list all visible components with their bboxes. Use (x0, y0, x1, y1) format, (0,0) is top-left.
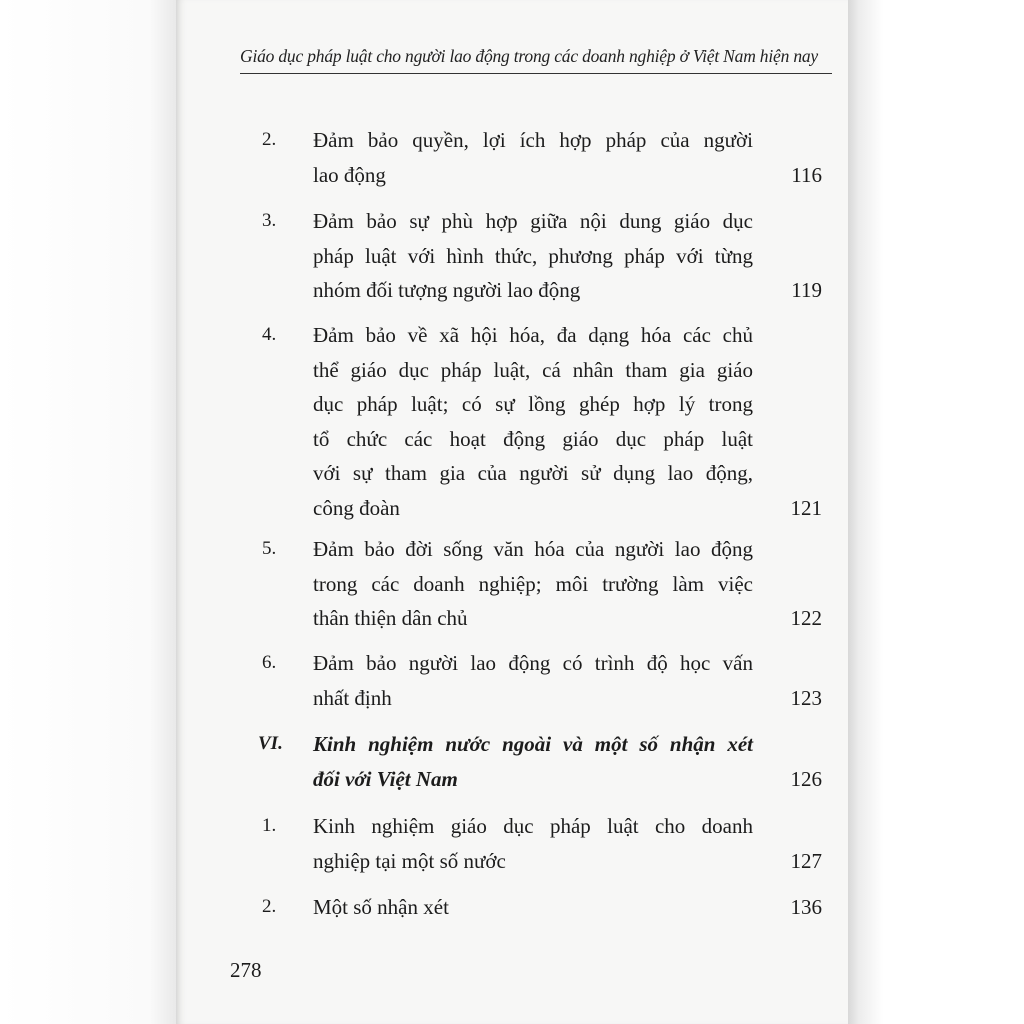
toc-entry-page: 121 (790, 495, 822, 520)
toc-entry-line: thể giáo dục pháp luật, cá nhân tham gia giáo (313, 357, 753, 382)
toc-entry-line: thân thiện dân chủ (313, 606, 468, 630)
toc-entry-page: 119 (791, 278, 822, 302)
toc-entry-line: với sự tham gia của người sử dụng lao động, (313, 461, 753, 485)
toc-entry-page: 127 (790, 848, 822, 873)
toc-entry-number: 4. (262, 324, 277, 345)
toc-entry-number: 1. (262, 815, 277, 836)
running-header-title: Giáo dục pháp luật cho người lao động trong các doanh nghiệp ở Việt Nam hiện nay (240, 46, 818, 66)
toc-entry-line: Đảm bảo về xã hội hóa, đa dạng hóa các chủ (313, 323, 753, 347)
toc-entry-number: 6. (262, 652, 277, 673)
toc-entry-line: tổ chức các hoạt động giáo dục pháp luật (313, 426, 753, 451)
toc-entry-line: nghiệp tại một số nước (313, 848, 506, 873)
toc-entry-line: nhóm đối tượng người lao động (313, 278, 581, 302)
toc-entry-number: 3. (262, 210, 277, 231)
toc-section-line: đối với Việt Nam (313, 766, 458, 791)
toc-entry-line: dục pháp luật; có sự lồng ghép hợp lý trong (313, 392, 753, 416)
toc-entry-line: Đảm bảo quyền, lợi ích hợp pháp của người (313, 128, 753, 152)
toc-entry-page: 123 (790, 685, 822, 710)
toc-section-line: Kinh nghiệm nước ngoài và một số nhận xét (313, 732, 753, 756)
toc-entry-page: 122 (790, 606, 822, 630)
toc-entry-number: 2. (262, 896, 277, 917)
toc-entry-line: Kinh nghiệm giáo dục pháp luật cho doanh (313, 814, 753, 838)
toc-entry-page: 116 (791, 162, 822, 187)
toc-entry-page: 136 (790, 895, 822, 919)
toc-entry-number: 5. (262, 538, 277, 559)
toc-entry-line: Đảm bảo người lao động có trình độ học vấn (313, 651, 753, 675)
page-number: 278 (230, 958, 262, 982)
toc-section-number: VI. (258, 733, 283, 754)
toc-entry-number: 2. (262, 129, 277, 150)
toc-entry-line: Một số nhận xét (313, 895, 449, 919)
toc-entry-line: nhất định (313, 685, 392, 710)
toc-entry-line: công đoàn (313, 495, 400, 520)
toc-entry-line: Đảm bảo đời sống văn hóa của người lao động (313, 537, 753, 561)
toc-entry-line: trong các doanh nghiệp; môi trường làm việc (313, 571, 753, 596)
toc-entry-line: pháp luật với hình thức, phương pháp với từng (313, 243, 753, 268)
toc-entry-line: Đảm bảo sự phù hợp giữa nội dung giáo dục (313, 209, 753, 233)
toc-entry-line: lao động (313, 162, 386, 187)
toc-section-page: 126 (790, 766, 822, 791)
